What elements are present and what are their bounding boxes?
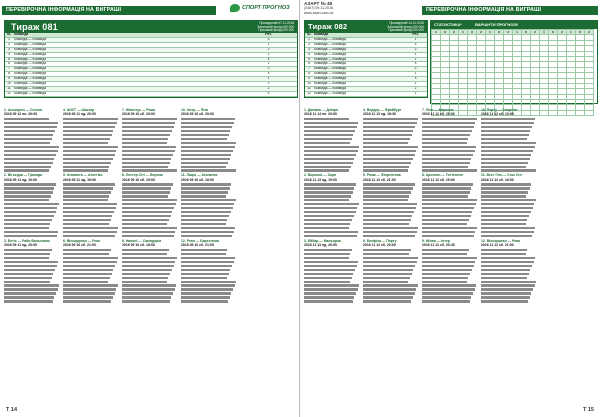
match-heading: 2. Вігьєрра — Гранада <box>4 173 43 178</box>
row-number: 8 <box>305 72 313 77</box>
match-heading: 4. Вердер — Фрайбург <box>363 108 402 112</box>
match-teams: Команда — Команда <box>13 37 240 42</box>
article-text-block <box>363 118 419 172</box>
match-date: 2016 09 10 сб. 19:00 <box>122 177 155 182</box>
statistics-col-label: 1 <box>432 30 441 35</box>
match-date: 2016 11 12 сб. 19:00 <box>422 177 455 182</box>
match-heading: 7. Ліон — Марсель <box>422 108 454 112</box>
match-teams: Команда — Команда <box>313 82 404 87</box>
article-column <box>540 108 596 304</box>
logo-text: СПОРТ ПРОГНОЗ <box>242 4 290 11</box>
article-column <box>63 108 119 304</box>
statistics-col-label: X <box>576 30 585 35</box>
match-date: 2016 11 13 нд. 18:30 <box>363 112 396 117</box>
match-teams: Команда — Команда <box>13 91 240 96</box>
match-date: 2016 11 12 сб. 19:00 <box>481 112 514 117</box>
match-teams: Команда — Команда <box>313 77 404 82</box>
match-heading: 4. АНУТ — Шахтар <box>63 108 95 112</box>
article-text-block <box>422 183 478 237</box>
match-result: 1 <box>404 57 427 62</box>
match-result: X <box>240 57 297 62</box>
match-teams: Команда — Команда <box>313 62 404 67</box>
row-number: 10 <box>305 82 313 87</box>
match-heading: 8. Лестер Сіті — Верона <box>122 173 163 178</box>
match-heading: 1. Алькорон — Сельта <box>4 108 42 112</box>
article-column <box>422 108 478 304</box>
row-number: 7 <box>5 67 13 72</box>
article-text-block <box>122 183 178 237</box>
statistics-col-label: 1 <box>486 30 495 35</box>
article-text-block <box>181 183 237 237</box>
match-heading: 7. Ювентус — Рома <box>122 108 155 112</box>
match-date: 2016 09 10 сб. 18:00 <box>181 177 214 182</box>
right-tirazh-table <box>304 20 428 98</box>
statistics-grid <box>431 29 594 116</box>
sport-prognoz-logo <box>230 4 290 12</box>
results-header-cell: Рез. <box>404 33 427 37</box>
match-heading: 3. Бетіс — Райо Вальєкано <box>4 238 50 243</box>
left-tirazh-header <box>5 21 297 33</box>
right-results-table <box>305 33 427 97</box>
right-tirazh-meta: Проведений 14.11.2016 Загальний фонд 000 000 Призовий фонд 000 000 <box>387 21 424 33</box>
statistics-col-label: X <box>495 30 504 35</box>
ball-icon <box>230 4 240 12</box>
match-result: X <box>404 62 427 67</box>
row-number: 10 <box>5 82 13 87</box>
match-heading: 11. Вест Гем — Сток Сіті <box>481 173 522 178</box>
left-article-columns <box>4 108 296 304</box>
article-text-block <box>63 118 119 172</box>
match-teams: Команда — Команда <box>313 91 404 96</box>
right-header-band: ПЕРЕВІРОЧНА ІНФОРМАЦІЯ НА ВИГРАШІ <box>422 6 598 15</box>
match-result: X <box>404 42 427 47</box>
row-number: 2 <box>305 42 313 47</box>
match-teams: Команда — Команда <box>13 57 240 62</box>
row-number: 4 <box>5 52 13 57</box>
variants-tab: ВАРІАНТИ ПРОГНОЗУ <box>475 22 519 27</box>
match-teams: Команда — Команда <box>313 37 404 42</box>
article-column <box>122 108 178 304</box>
match-result: 2 <box>404 86 427 91</box>
match-result: 1 <box>404 82 427 87</box>
results-header-cell: Рез. <box>240 33 297 37</box>
right-page <box>302 0 598 417</box>
row-number: 5 <box>5 57 13 62</box>
row-number: 8 <box>5 72 13 77</box>
match-heading: 1. Динамо — Дніпро <box>304 108 339 112</box>
row-number: 9 <box>305 77 313 82</box>
match-heading: 12. Реал — Барселона <box>181 238 219 243</box>
row-number: 11 <box>305 86 313 91</box>
match-date: 2016 09 10 сб. 21:00 <box>181 242 214 247</box>
left-tirazh-table <box>4 20 298 98</box>
match-result: 2 <box>404 47 427 52</box>
statistics-col-label: 1 <box>540 30 549 35</box>
match-result: 2 <box>240 47 297 52</box>
match-teams: Команда — Команда <box>13 42 240 47</box>
statistics-col-label: 2 <box>531 30 540 35</box>
article-column <box>4 108 60 304</box>
row-number: 3 <box>305 47 313 52</box>
article-text-block <box>422 249 478 303</box>
results-header-cell: № <box>5 33 13 37</box>
article-text-block <box>304 118 360 172</box>
match-heading: 3. Ейбар — Мальорка <box>304 238 341 243</box>
statistics-col-label: 2 <box>504 30 513 35</box>
row-number: 11 <box>5 86 13 91</box>
statistics-col-label: 1 <box>567 30 576 35</box>
article-text-block <box>304 183 360 237</box>
article-text-block <box>181 249 237 303</box>
results-header-cell: Команди <box>13 33 240 37</box>
statistics-block <box>430 20 598 104</box>
right-tirazh-title: Тираж 082 <box>308 22 348 31</box>
match-heading: 10. Інтер — Піза <box>181 108 208 112</box>
match-date: 2016 09 10 сб. 20:00 <box>122 112 155 117</box>
match-teams: Команда — Команда <box>313 42 404 47</box>
match-heading: 11. Лаціо — Аталанта <box>181 173 218 178</box>
match-heading: 8. Арсенал — Тоттенгем <box>422 173 463 178</box>
article-text-block <box>363 249 419 303</box>
match-result: X <box>404 77 427 82</box>
left-page <box>2 0 298 417</box>
match-heading: 9. Наполі — Сампдорія <box>122 238 162 243</box>
results-header-cell: Команди <box>313 33 404 37</box>
statistics-col-label: X <box>468 30 477 35</box>
article-column <box>304 108 360 304</box>
table-row <box>5 91 297 96</box>
match-date: 2016 09 12 пн. 20:00 <box>4 112 38 117</box>
match-date: 2016 11 13 нд. 20:00 <box>304 242 337 247</box>
article-text-block <box>122 118 178 172</box>
row-number: 6 <box>305 62 313 67</box>
article-text-block <box>63 183 119 237</box>
article-text-block <box>4 183 60 237</box>
statistics-col-label: X <box>441 30 450 35</box>
match-teams: Команда — Команда <box>13 72 240 77</box>
row-number: 1 <box>5 37 13 42</box>
article-text-block <box>481 183 537 237</box>
statistics-col-label: X <box>549 30 558 35</box>
match-teams: Команда — Команда <box>13 86 240 91</box>
match-teams: Команда — Команда <box>13 52 240 57</box>
statistics-col-label: 2 <box>477 30 486 35</box>
match-result: 1 <box>404 37 427 42</box>
match-date: 2016 11 12 сб. 21:00 <box>422 112 455 117</box>
match-date: 2016 11 12 сб. 20:00 <box>363 242 396 247</box>
match-result: 1 <box>404 52 427 57</box>
row-number: 4 <box>305 52 313 57</box>
match-date: 2016 09 10 сб. 18:00 <box>122 242 155 247</box>
match-heading: 5. Рома — Фіорентина <box>363 173 401 178</box>
match-result: 1 <box>240 82 297 87</box>
statistics-col-label: 1 <box>459 30 468 35</box>
match-heading: 12. Вільярреал — Реал <box>481 238 521 243</box>
statistics-tab: СТАТИСТИКА* <box>434 22 462 27</box>
results-header-cell: № <box>305 33 313 37</box>
match-date: 2016 09 11 нд. 20:00 <box>4 242 37 247</box>
match-teams: Команда — Команда <box>313 57 404 62</box>
row-number: 7 <box>305 67 313 72</box>
article-text-block <box>481 118 537 172</box>
row-number: 12 <box>305 91 313 96</box>
article-column <box>181 108 237 304</box>
match-result: 1 <box>404 91 427 96</box>
right-article-columns <box>304 108 596 304</box>
left-page-number: Т 14 <box>6 407 18 413</box>
match-result: 1 <box>240 42 297 47</box>
row-number: 12 <box>5 91 13 96</box>
match-teams: Команда — Команда <box>13 47 240 52</box>
match-teams: Команда — Команда <box>13 67 240 72</box>
match-heading: 5. Аталанта — Атлетіко <box>63 173 103 178</box>
match-result: 1 <box>240 52 297 57</box>
match-result: 2 <box>404 67 427 72</box>
match-date: 2016 11 12 сб. 21:00 <box>481 242 514 247</box>
match-result: 2 <box>240 86 297 91</box>
match-teams: Команда — Команда <box>313 86 404 91</box>
statistics-col-label: 1 <box>513 30 522 35</box>
match-date: 2016 11 12 сб. 20:45 <box>422 242 455 247</box>
match-date: 2016 09 11 нд. 19:00 <box>4 177 37 182</box>
match-teams: Команда — Команда <box>313 72 404 77</box>
match-result: 2 <box>240 67 297 72</box>
match-teams: Команда — Команда <box>313 67 404 72</box>
article-text-block <box>481 249 537 303</box>
right-page-number: Т 15 <box>582 407 594 413</box>
statistics-col-label: 2 <box>558 30 567 35</box>
match-heading: 9. Мілан — Інтер <box>422 238 450 243</box>
match-result: X <box>240 37 297 42</box>
match-teams: Команда — Команда <box>313 52 404 57</box>
article-text-block <box>422 118 478 172</box>
match-date: 2016 09 10 сб. 20:00 <box>181 112 214 117</box>
match-teams: Команда — Команда <box>13 62 240 67</box>
row-number: 3 <box>5 47 13 52</box>
statistics-col-label: 2 <box>585 30 594 35</box>
row-number: 9 <box>5 77 13 82</box>
match-heading: 6. Бенфіка — Порту <box>363 238 397 243</box>
match-teams: Команда — Команда <box>13 82 240 87</box>
left-tirazh-title: Тираж 081 <box>11 22 58 32</box>
row-number: 6 <box>5 62 13 67</box>
match-date: 2016 11 12 сб. 21:00 <box>363 177 396 182</box>
article-text-block <box>63 249 119 303</box>
row-number: 1 <box>305 37 313 42</box>
match-heading: 2. Ворскла — Зоря <box>304 173 336 178</box>
article-text-block <box>4 118 60 172</box>
statistics-col-label: X <box>522 30 531 35</box>
match-result: 1 <box>404 72 427 77</box>
article-text-block <box>181 118 237 172</box>
issue-info: АЗАРТ № 48 (2467) 09.11.2016 www.azart.com.ua <box>304 1 334 15</box>
article-text-block <box>304 249 360 303</box>
match-date: 2016 11 14 пн. 20:00 <box>304 112 337 117</box>
article-column <box>240 108 296 304</box>
article-column <box>363 108 419 304</box>
match-date: 2016 09 10 сб. 21:00 <box>63 242 96 247</box>
statistics-col-label: 2 <box>450 30 459 35</box>
statistics-header <box>431 21 597 29</box>
row-number: 2 <box>5 42 13 47</box>
match-result: 1 <box>240 77 297 82</box>
left-results-table <box>5 33 297 97</box>
right-tirazh-header <box>305 21 427 33</box>
match-heading: 10. Порту — Спортінг <box>481 108 518 112</box>
match-result: 1 <box>240 62 297 67</box>
match-date: 2016 11 13 нд. 19:00 <box>304 177 337 182</box>
article-column <box>481 108 537 304</box>
match-result: X <box>240 72 297 77</box>
match-teams: Команда — Команда <box>13 77 240 82</box>
match-date: 2016 11 12 сб. 18:00 <box>481 177 514 182</box>
match-heading: 6. Вільярреал — Реал <box>63 238 101 243</box>
article-text-block <box>122 249 178 303</box>
page-fold <box>299 0 300 417</box>
table-row <box>305 91 427 96</box>
match-teams: Команда — Команда <box>313 47 404 52</box>
left-header-band: ПЕРЕВІРОЧНА ІНФОРМАЦІЯ НА ВИГРАШІ <box>2 6 216 15</box>
match-result: X <box>240 91 297 96</box>
row-number: 5 <box>305 57 313 62</box>
left-tirazh-meta: Проведений 07.11.2016 Загальний фонд 000 000 Призовий фонд 000 000 <box>257 21 294 33</box>
article-text-block <box>363 183 419 237</box>
match-date: 2016 09 11 нд. 20:00 <box>63 112 96 117</box>
match-date: 2016 09 11 нд. 19:00 <box>63 177 96 182</box>
article-text-block <box>4 249 60 303</box>
